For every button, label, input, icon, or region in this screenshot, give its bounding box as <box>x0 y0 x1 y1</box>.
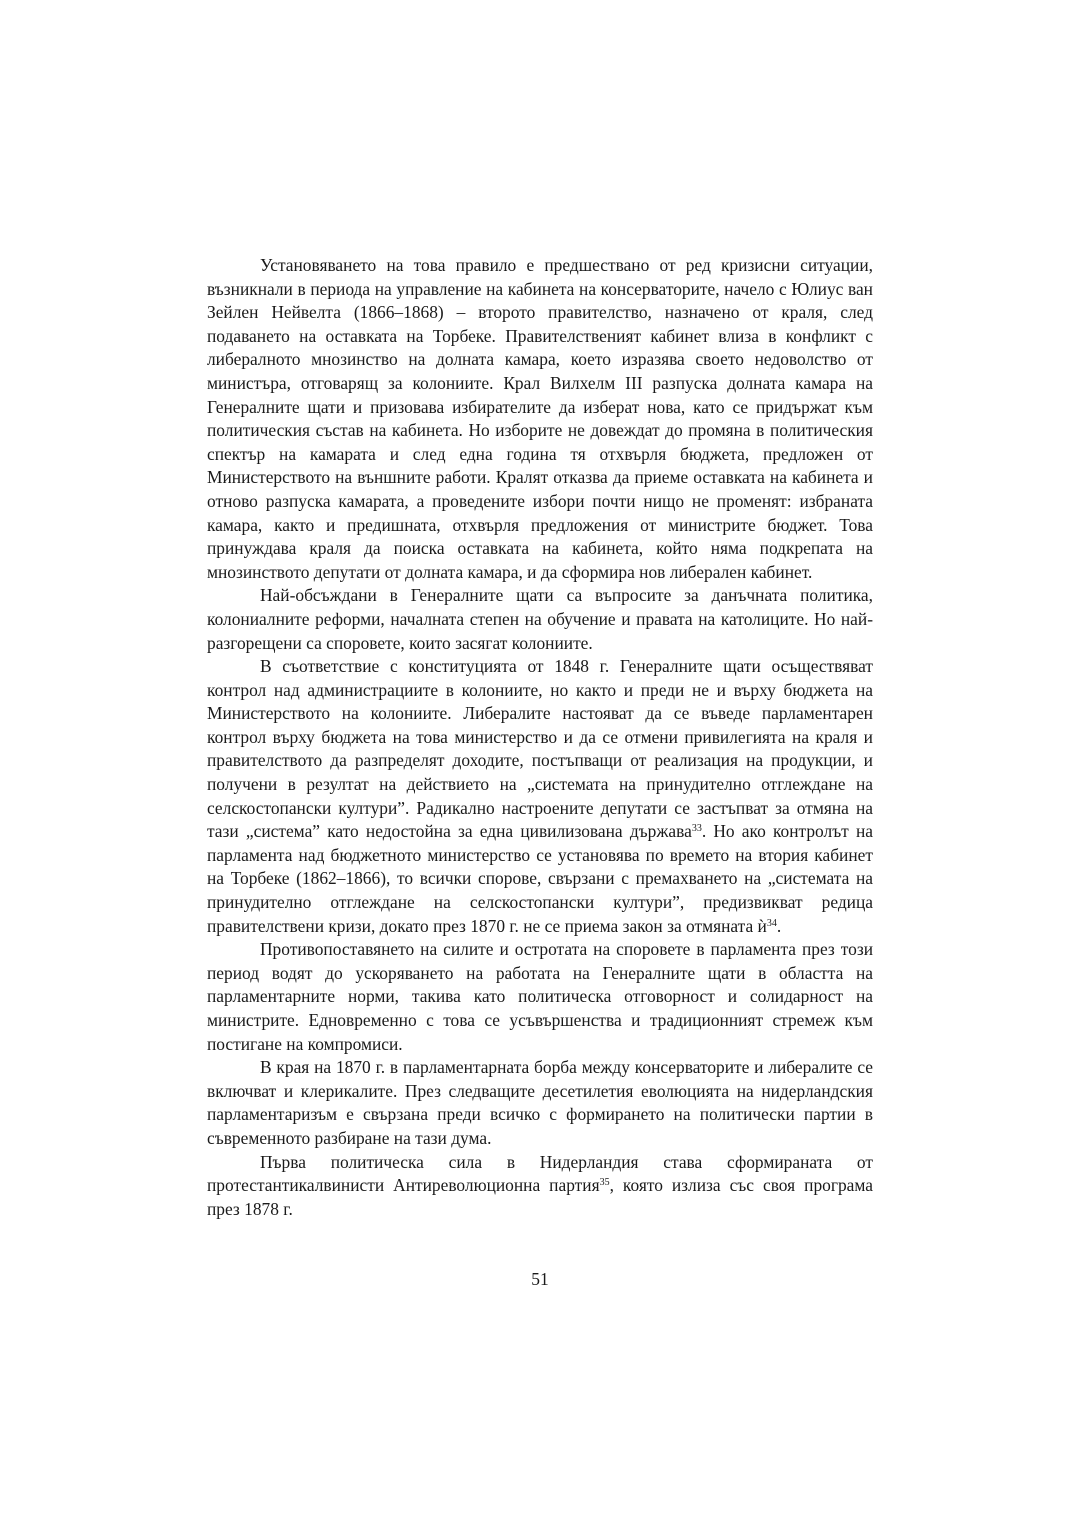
page-number: 51 <box>531 1269 549 1289</box>
paragraph-text: В съответствие с конституцията от 1848 г. Генералните щати осъществяват контрол над администрациите в колониите, но както и преди не и върху бюджета на Министерството на колониите. Либералите настояват да се въведе парламентарен контрол върху бюджета на това министерство и да се отмени привилегията на краля и правителството да разпределят доходите, постъпващи от реализация на продукции, и получени в резултат на действието на „системата на принудително отглеждане на селскостопански култури”. Радикално настроените депутати се застъпват за отмяна на тази „система” като недостойна за една цивилизована държава <box>207 656 873 842</box>
paragraph-text: Първа политическа сила в Нидерландия става сформираната от протестантикалвинисти Антиреволюционна партия <box>207 1151 873 1196</box>
paragraph <box>207 938 873 1056</box>
paragraph <box>207 584 873 655</box>
paragraph <box>207 254 873 584</box>
paragraph-text: . <box>776 915 782 936</box>
paragraph-text: В края на 1870 г. в парламентарната борба между консерваторите и либералите се включват и клерикалите. През следващите десетилетия еволюцията на нидерландския парламентаризъм е свързана преди всичко с формирането на политически партии в съвременното разбиране на тази дума. <box>207 1057 873 1148</box>
footnote-marker[interactable]: 33 <box>691 823 702 835</box>
paragraph-text: Установяването на това правило е предшествано от ред кризисни ситуации, възникнали в периода на управление на кабинета на консерваторите, начело с Юлиус ван Зейлен Нейвелта (1866–1868) – второто правителство, назначено от краля, след подаването на оставката на Торбеке. Правителственият кабинет влиза в конфликт с либералното мнозинство на долната камара, което изразява своето недоволство от министъра, отговарящ за колониите. Крал Вилхелм III разпуска долната камара на Генералните щати и призовава избирателите да изберат нова, като се придържат към политическия състав на кабинета. Но изборите не довеждат до промяна в политическия спектър на камарата и след една година тя отхвърля бюджета, предложен от Министерството на външните работи. Кралят отказва да приеме оставката на кабинета и отново разпуска камарата, а проведените избори почти нищо не променят: избраната камара, както и предишната, отхвърля предложения от министрите бюджет. Това принуждава краля да поиска оставката на кабинета, който няма подкрепата на мнозинството депутати от долната камара, и да сформира нов либерален кабинет. <box>207 255 873 582</box>
paragraph-text: , която излиза със своя програма през 1878 г. <box>207 1175 873 1219</box>
footnote-marker[interactable]: 35 <box>599 1177 610 1189</box>
paragraph-text: Най-обсъждани в Генералните щати са въпросите за данъчната политика, колониалните реформи, началната степен на обучение и правата на католиците. Но най-разгорещени са споровете, които засягат колониите. <box>207 585 873 653</box>
paragraph-text: Противопоставянето на силите и остротата на споровете в парламента през този период водят до ускоряването на работата на Генералните щати в областта на парламентарните норми, такива като политическа отговорност и солидарност на министрите. Едновременно с това се усъвършенства и традиционният стремеж към постигане на компромиси. <box>207 939 873 1054</box>
paragraph <box>207 655 873 938</box>
paragraph <box>207 1151 873 1222</box>
footnote-marker[interactable]: 34 <box>766 917 777 929</box>
paragraph <box>207 1056 873 1150</box>
body-text <box>207 254 873 1221</box>
paragraph-text: . Но ако контролът на парламента над бюджетното министерство се установява по времето на втория кабинет на Торбеке (1862–1866), то всички спорове, свързани с премахването на „системата на принудително отглеждане на селскостопански култури”, предизвикват редица правителствени кризи, докато през 1870 г. не се приема закон за отмяната ѝ <box>207 821 874 936</box>
